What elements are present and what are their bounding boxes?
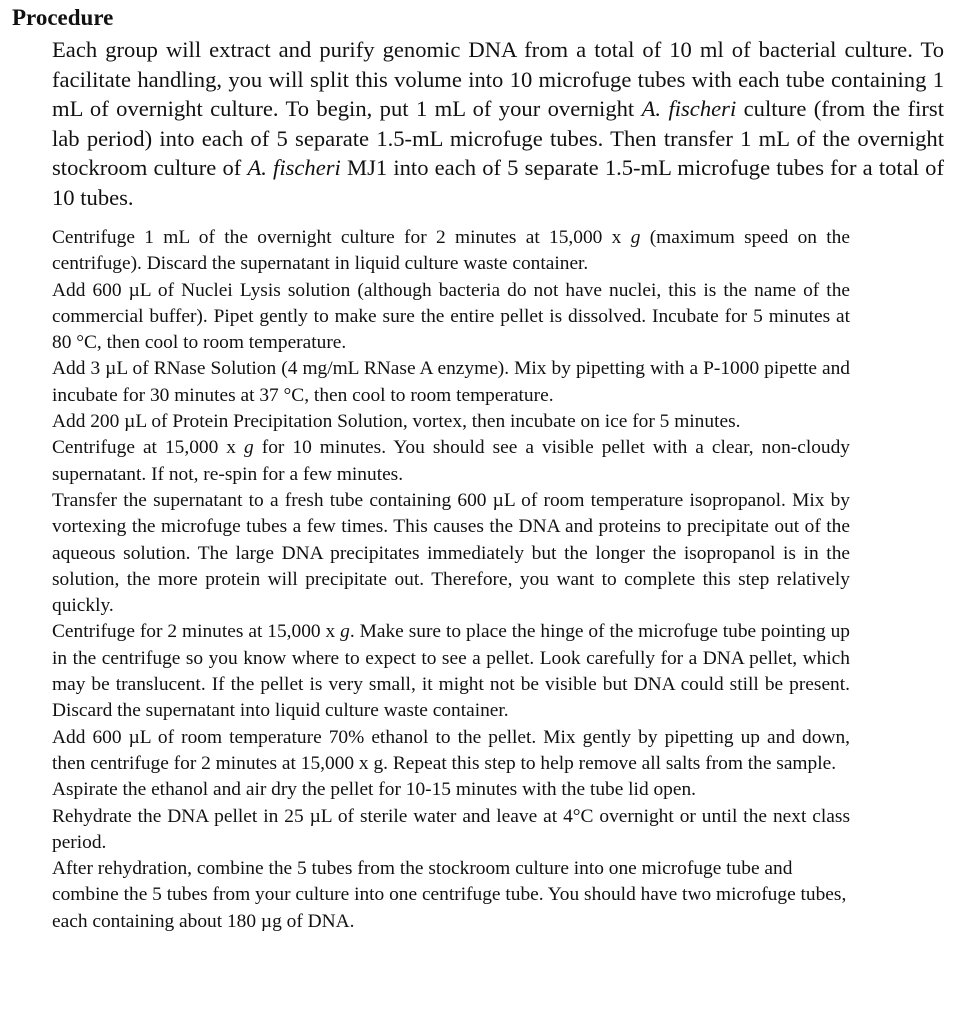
step-8 [52,725,850,778]
procedure-steps [52,225,850,935]
intro-text: culture (from the first lab period) into each of 5 separate 1.5-mL microfuge tubes. Then transfer 1 mL of the overnight stockroom culture of [52,96,945,180]
step-3 [52,356,850,409]
intro-paragraph [52,35,944,212]
step-text: for 10 minutes. You should see a visible pellet with a clear, non-cloudy supernatant. If not, re-spin for a few minutes. [52,437,850,485]
step-text: . Make sure to place the hinge of the microfuge tube pointing up in the centrifuge so you know where to expect to see a pellet. Look carefully for a DNA pellet, which may be translucent. If the pellet is very small, it might not be visible but DNA could still be present. Discard the supernatant into liquid culture waste container. [52,621,851,722]
step-7 [52,619,850,724]
intro-text: MJ1 into each of 5 separate 1.5-mL microfuge tubes for a total of 10 tubes. [52,155,944,210]
step-5 [52,435,850,488]
step-6 [52,488,850,619]
step-text: Transfer the supernatant to a fresh tube containing 600 µL of room temperature isopropanol. Mix by vortexing the microfuge tubes a few times. This causes the DNA and proteins to precipitate out of the aqueous solution. The large DNA precipitates immediately but the longer the isopropanol is in the solution, the more protein will precipitate out. Therefore, you want to complete this step relatively quickly. [52,489,850,617]
step-text: Add 600 µL of room temperature 70% ethanol to the pellet. Mix gently by pipetting up and down, then centrifuge for 2 minutes at 15,000 x g. Repeat this step to help remove all salts from the sample. [52,726,850,774]
step-4 [52,409,850,435]
step-text: Add 600 µL of Nuclei Lysis solution (although bacteria do not have nuclei, this is the name of the commercial buffer). Pipet gently to make sure the entire pellet is dissolved. Incubate for 5 minutes at 80 °C, then cool to room temperature. [52,279,850,354]
step-text: Centrifuge at 15,000 x [52,437,245,459]
step-1 [52,225,850,278]
step-text: Aspirate the ethanol and air dry the pellet for 10-15 minutes with the tube lid open. [52,779,697,801]
step-text: Centrifuge for 2 minutes at 15,000 x [52,621,341,643]
species-name: A. fischeri [641,96,737,121]
procedure-heading: Procedure [12,5,114,30]
step-text: Rehydrate the DNA pellet in 25 µL of sterile water and leave at 4°C overnight or until the next class period. [52,805,850,853]
step-text: (maximum speed on the centrifuge). Discard the supernatant in liquid culture waste container. [52,227,850,275]
g-force-symbol: g [244,437,254,459]
g-force-symbol: g [340,621,350,643]
intro-text: Each group will extract and purify genomic DNA from a total of 10 ml of bacterial culture. To facilitate handling, you will split this volume into 10 microfuge tubes with each tube containing 1 mL of overnight culture. To begin, put 1 mL of your overnight [52,37,944,121]
step-text: Centrifuge 1 mL of the overnight culture for 2 minutes at 15,000 x [52,227,631,248]
step-9 [52,777,850,803]
step-text: Add 3 µL of RNase Solution (4 mg/mL RNase A enzyme). Mix by pipetting with a P-1000 pipette and incubate for 30 minutes at 37 °C, then cool to room temperature. [52,358,850,406]
step-text: Add 200 µL of Protein Precipitation Solution, vortex, then incubate on ice for 5 minutes. [52,411,741,433]
step-text: After rehydration, combine the 5 tubes from the stockroom culture into one microfuge tube and combine the 5 tubes from your culture into one centrifuge tube. You should have two microfuge tubes, each containing about 180 µg of DNA. [52,858,847,932]
species-name: A. fischeri [247,155,341,180]
g-force-symbol: g [630,227,641,248]
step-2 [52,278,850,357]
step-10 [52,804,850,857]
step-11 [52,856,850,935]
